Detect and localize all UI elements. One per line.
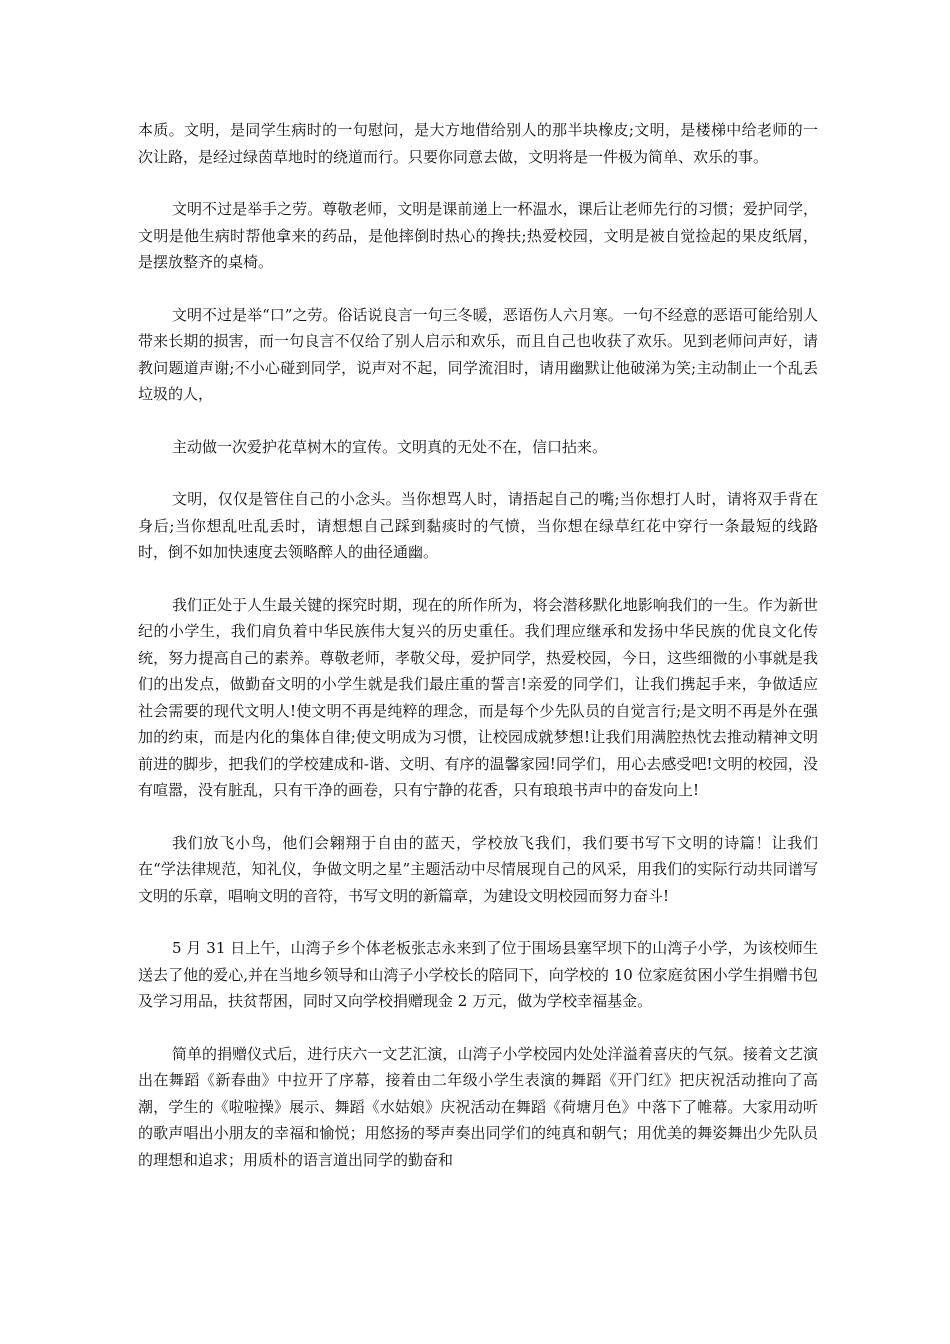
paragraph: 本质。文明，是同学生病时的一句慰问，是大方地借给别人的那半块橡皮;文明，是楼梯中给老师的一次让路，是经过绿茵草地时的绕道而行。只要你同意去做，文明将是一件极为简单、欢乐的事。 xyxy=(138,121,818,166)
paragraph: 文明不过是举“口”之劳。俗话说良言一句三冬暖，恶语伤人六月寒。一句不经意的恶语可能给别人带来长期的损害，而一句良言不仅给了别人启示和欢乐，而且自己也收获了欢乐。见到老师问声好，请教问题道声谢;不小心碰到同学，说声对不起，同学流泪时，请用幽默让他破涕为笑;主动制止一个乱丢垃圾的人， xyxy=(138,305,818,403)
paragraph: 文明，仅仅是管住自己的小念头。当你想骂人时，请捂起自己的嘴;当你想打人时，请将双手背在身后;当你想乱吐乱丢时，请想想自己踩到黏痰时的气愤，当你想在绿草红花中穿行一条最短的线路时，倒不如加快速度去领略醉人的曲径通幽。 xyxy=(138,490,818,561)
paragraph: 我们正处于人生最关键的探究时期，现在的所作所为，将会潜移默化地影响我们的一生。作为新世纪的小学生，我们肩负着中华民族伟大复兴的历史重任。我们理应继承和发扬中华民族的优良文化传统，努力提高自己的素养。尊敬老师，孝敬父母，爱护同学，热爱校园，今日，这些细微的小事就是我们的出发点，做勤奋文明的小学生就是我们最庄重的誓言!亲爱的同学们，让我们携起手来，争做适应社会需要的现代文明人!使文明不再是纯粹的理念，而是每个少先队员的自觉言行;是文明不再是外在强加的约束，而是内化的集体自律;使文明成为习惯，让校园成就梦想!让我们用满腔热忱去推动精神文明前进的脚步，把我们的学校建成和-谐、文明、有序的温馨家园!同学们，用心去感受吧!文明的校园，没有喧嚣，没有脏乱，只有干净的画卷，只有宁静的花香，只有琅琅书声中的奋发向上! xyxy=(138,595,818,799)
paragraph: 主动做一次爱护花草树木的宣传。文明真的无处不在，信口拈来。 xyxy=(172,437,608,456)
paragraph: 我们放飞小鸟，他们会翱翔于自由的蓝天，学校放飞我们，我们要书写下文明的诗篇！让我们在“学法律规范，知礼仪，争做文明之星”主题活动中尽情展现自己的风采，用我们的实际行动共同谱写文明的乐章，唱响文明的音符，书写文明的新篇章，为建设文明校园而努力奋斗! xyxy=(138,833,818,905)
paragraph: 简单的捐赠仪式后，进行庆六一文艺汇演，山湾子小学校园内处处洋溢着喜庆的气氛。接着文艺演出在舞蹈《新春曲》中拉开了序幕，接着由二年级小学生表演的舞蹈《开门红》把庆祝活动推向了高潮，学生的《啦啦操》展示、舞蹈《水姑娘》庆祝活动在舞蹈《荷塘月色》中落下了帷幕。大家用动听的歌声唱出小朋友的幸福和愉悦；用悠扬的琴声奏出同学们的纯真和朝气；用优美的舞姿舞出少先队员的理想和追求；用质朴的语言道出同学的勤奋和 xyxy=(138,1044,818,1169)
paragraph: 5 月 31 日上午，山湾子乡个体老板张志永来到了位于围场县塞罕坝下的山湾子小学，为该校师生送去了他的爱心,并在当地乡领导和山湾子小学校长的陪同下，向学校的 10 位家庭贫困小学生捐赠书包及学习用品，扶贫帮困，同时又向学校捐赠现金 2 万元，做为学校幸福基金。 xyxy=(138,939,818,1010)
document-body xyxy=(138,117,818,1199)
paragraph: 文明不过是举手之劳。尊敬老师，文明是课前递上一杯温水，课后让老师先行的习惯；爱护同学，文明是他生病时帮他拿来的药品，是他摔倒时热心的搀扶;热爱校园，文明是被自觉捡起的果皮纸屑，是摆放整齐的桌椅。 xyxy=(138,200,818,271)
